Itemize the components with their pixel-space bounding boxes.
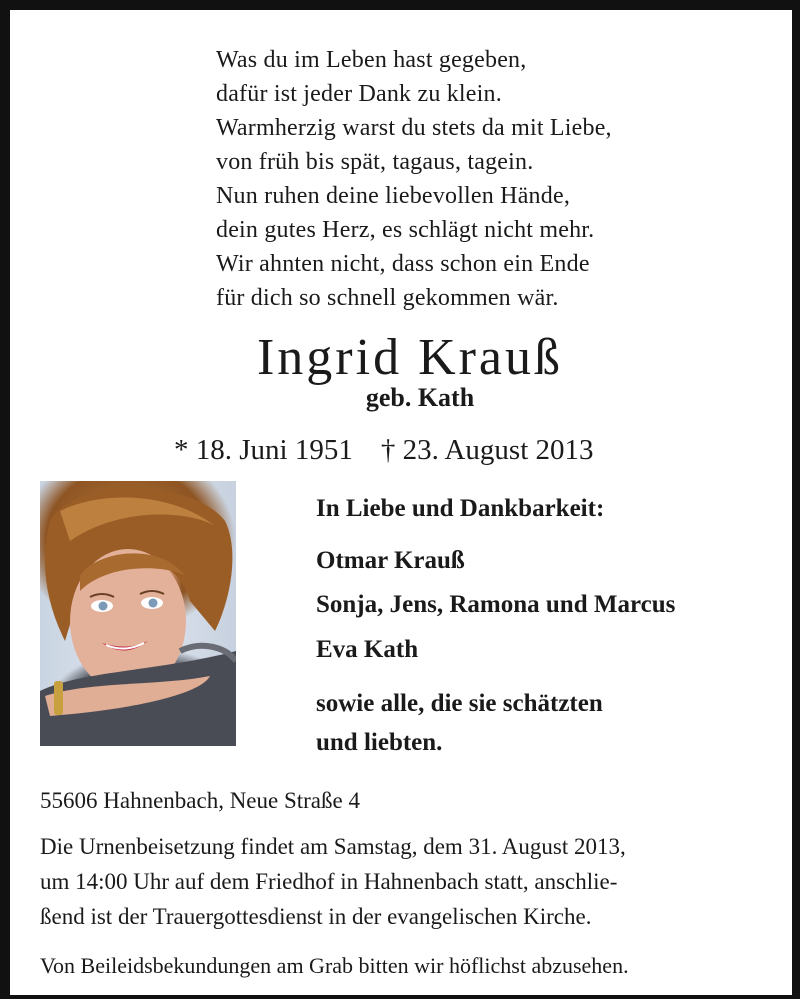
family-intro: In Liebe und Dankbarkeit: [316, 495, 605, 522]
closing-note: Von Beileidsbekundungen am Grab bitten wir höflichst abzusehen. [40, 953, 629, 978]
family-closing-line: und liebten. [316, 729, 443, 756]
poem-line: Was du im Leben hast gegeben, [216, 47, 527, 73]
memorial-poem [216, 43, 736, 315]
birth-date: * 18. Juni 1951 [174, 434, 353, 466]
deceased-name: Ingrid Krauß [256, 329, 564, 386]
poem-line: für dich so schnell gekommen wär. [216, 285, 559, 311]
maiden-name: geb. Kath [365, 383, 475, 412]
poem-line: Warmherzig warst du stets da mit Liebe, [216, 115, 612, 141]
portrait-photo [40, 481, 236, 746]
family-member: Sonja, Jens, Ramona und Marcus [316, 591, 676, 618]
address: 55606 Hahnenbach, Neue Straße 4 [40, 788, 360, 813]
family-member: Otmar Krauß [316, 547, 465, 574]
poem-line: dafür ist jeder Dank zu klein. [216, 81, 502, 107]
poem-line: Wir ahnten nicht, dass schon ein Ende [216, 251, 590, 277]
poem-line: Nun ruhen deine liebevollen Hände, [216, 183, 571, 209]
ceremony-line: Die Urnenbeisetzung findet am Samstag, dem 31. August 2013, [40, 834, 626, 859]
portrait-illustration [40, 481, 236, 746]
ceremony-info [40, 829, 785, 934]
death-date: † 23. August 2013 [380, 434, 594, 466]
poem-line: dein gutes Herz, es schlägt nicht mehr. [216, 217, 595, 243]
family-member: Eva Kath [316, 636, 419, 663]
life-dates [174, 430, 694, 470]
poem-line: von früh bis spät, tagaus, tagein. [216, 149, 534, 175]
ceremony-line: um 14:00 Uhr auf dem Friedhof in Hahnenbach statt, anschlie- [40, 869, 618, 894]
ceremony-line: ßend ist der Trauergottesdienst in der evangelischen Kirche. [40, 904, 592, 929]
family-closing-line: sowie alle, die sie schätzten [316, 690, 603, 717]
